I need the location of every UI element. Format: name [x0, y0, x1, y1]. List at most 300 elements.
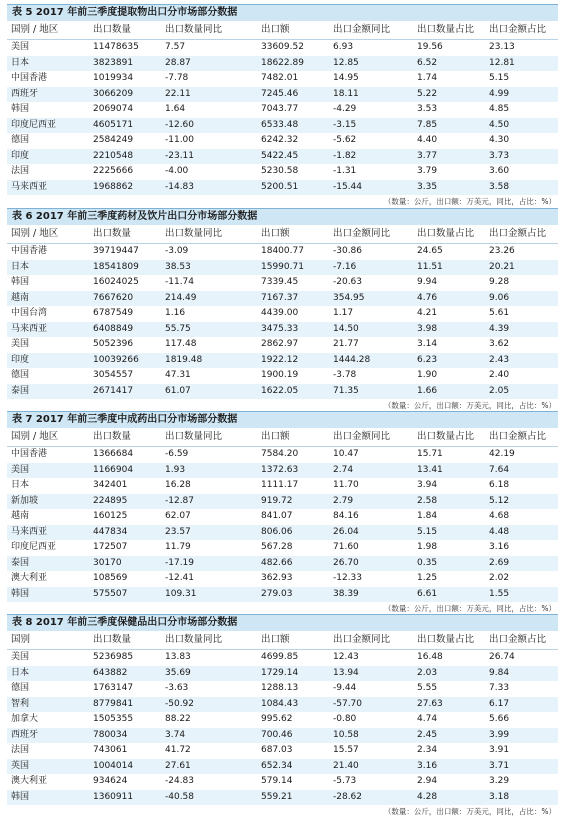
table-row [7, 463, 558, 479]
value-cell: 3066209 [93, 88, 134, 99]
value-cell: 6.18 [489, 480, 510, 490]
value-cell: 9.84 [489, 667, 510, 678]
value-cell: 687.03 [261, 745, 293, 755]
value-cell: 7584.20 [261, 449, 299, 459]
value-cell: 7.33 [489, 683, 510, 693]
value-cell: 27.63 [417, 698, 443, 709]
value-cell: 3.98 [417, 323, 438, 334]
region-cell: 美国 [11, 464, 30, 475]
value-cell: -57.70 [333, 698, 363, 709]
value-cell: 3.14 [417, 339, 438, 349]
value-cell: 1.16 [165, 308, 186, 318]
value-cell: 224895 [93, 495, 128, 506]
value-cell: 643882 [93, 667, 128, 678]
value-cell: 3.29 [489, 776, 510, 786]
column-header: 出口数量 [93, 634, 132, 645]
region-cell: 中国香港 [11, 246, 48, 256]
region-cell: 日本 [11, 667, 30, 678]
value-cell: 5.66 [489, 714, 510, 724]
value-cell: 1372.63 [261, 464, 299, 475]
value-cell: 26.04 [333, 526, 359, 537]
table-title: 表 5 2017 年前三季度提取物出口分市场部分数据 [7, 4, 558, 21]
value-cell: 4.40 [417, 135, 438, 145]
column-header: 出口数量同比 [165, 228, 223, 239]
value-cell: 3.73 [489, 150, 510, 161]
value-cell: 5.61 [489, 308, 510, 318]
region-cell: 韩国 [11, 588, 30, 599]
value-cell: 4.99 [489, 88, 510, 99]
units-note: （数量：公斤，出口额：万美元，同比，占比：%） [383, 401, 556, 410]
region-cell: 美国 [11, 339, 30, 349]
value-cell: 3.16 [417, 760, 438, 771]
value-cell: -3.09 [165, 246, 189, 256]
table-row [7, 337, 558, 353]
value-cell: 2069074 [93, 104, 134, 114]
value-cell: 567.28 [261, 542, 293, 552]
value-cell: -11.00 [165, 135, 195, 145]
value-cell: 3.71 [489, 760, 510, 771]
value-cell: 15.71 [417, 449, 443, 459]
value-cell: 12.81 [489, 57, 515, 68]
value-cell: 3823891 [93, 57, 134, 68]
value-cell: 1019934 [93, 73, 134, 83]
value-cell: 4.50 [489, 119, 510, 130]
column-header: 出口金额占比 [489, 228, 547, 239]
table-row [7, 275, 558, 291]
value-cell: 1166904 [93, 464, 134, 475]
value-cell: -9.44 [333, 683, 357, 693]
value-cell: 12.43 [333, 652, 359, 662]
region-cell: 中国香港 [11, 73, 48, 83]
value-cell: -12.33 [333, 573, 363, 583]
value-cell: 9.28 [489, 277, 510, 287]
value-cell: -15.44 [333, 181, 363, 192]
region-cell: 加拿大 [11, 714, 39, 724]
value-cell: -24.83 [165, 776, 195, 786]
region-cell: 美国 [11, 42, 30, 52]
value-cell: -4.29 [333, 104, 357, 114]
value-cell: 700.46 [261, 729, 293, 740]
value-cell: 1.17 [333, 308, 354, 318]
value-cell: 447834 [93, 526, 128, 537]
value-cell: 4.76 [417, 292, 438, 303]
region-cell: 法国 [11, 166, 30, 176]
table-title: 表 8 2017 年前三季度保健品出口分市场部分数据 [7, 614, 558, 631]
value-cell: 1.90 [417, 370, 438, 380]
value-cell: 10039266 [93, 354, 139, 365]
value-cell: 354.95 [333, 292, 365, 303]
value-cell: 780034 [93, 729, 128, 740]
value-cell: -17.19 [165, 557, 195, 568]
table-header-row [7, 631, 558, 650]
table-title: 表 7 2017 年前三季度中成药出口分市场部分数据 [7, 411, 558, 428]
value-cell: 2584249 [93, 135, 134, 145]
value-cell: 108569 [93, 573, 128, 583]
value-cell: 3.62 [489, 339, 510, 349]
value-cell: 7339.45 [261, 277, 299, 287]
value-cell: 1622.05 [261, 385, 299, 396]
value-cell: 6.52 [417, 57, 438, 68]
table-row [7, 384, 558, 400]
table-header-row [7, 428, 558, 447]
value-cell: 575507 [93, 588, 128, 599]
value-cell: -1.82 [333, 150, 357, 161]
value-cell: 109.31 [165, 588, 197, 599]
value-cell: 20.21 [489, 261, 515, 272]
column-header: 出口额 [261, 24, 290, 35]
value-cell: -12.60 [165, 119, 195, 130]
value-cell: 2.94 [417, 776, 438, 786]
value-cell: 2.05 [489, 385, 510, 396]
value-cell: 559.21 [261, 791, 293, 802]
value-cell: -12.87 [165, 495, 195, 506]
value-cell: 2.45 [417, 729, 438, 740]
value-cell: 21.40 [333, 760, 359, 771]
value-cell: 362.93 [261, 573, 293, 583]
table-body [7, 447, 558, 602]
value-cell: 1004014 [93, 760, 134, 771]
value-cell: 7482.01 [261, 73, 299, 83]
table-8-health-products [7, 614, 558, 818]
value-cell: -7.16 [333, 261, 357, 272]
value-cell: 23.57 [165, 526, 191, 537]
region-cell: 澳大利亚 [11, 776, 48, 786]
region-cell: 日本 [11, 57, 30, 68]
table-row [7, 180, 558, 196]
value-cell: 3.91 [489, 745, 510, 755]
table-title: 表 6 2017 年前三季度药材及饮片出口分市场部分数据 [7, 208, 558, 225]
value-cell: 3054557 [93, 370, 134, 380]
value-cell: 38.39 [333, 588, 359, 599]
value-cell: 652.34 [261, 760, 293, 771]
value-cell: 1819.48 [165, 354, 203, 365]
value-cell: 1.93 [165, 464, 186, 475]
column-header: 出口金额同比 [333, 24, 391, 35]
value-cell: 1763147 [93, 683, 134, 693]
table-row [7, 102, 558, 118]
table-row [7, 133, 558, 149]
column-header: 国别 / 地区 [11, 228, 59, 239]
region-cell: 西班牙 [11, 88, 39, 99]
value-cell: 84.16 [333, 511, 359, 521]
value-cell: 1444.28 [333, 354, 371, 365]
value-cell: 279.03 [261, 588, 293, 599]
value-cell: 3.74 [165, 729, 186, 740]
table-row [7, 478, 558, 494]
column-header: 出口额 [261, 228, 290, 239]
value-cell: 3.35 [417, 181, 438, 192]
region-cell: 英国 [11, 760, 30, 771]
column-header: 出口额 [261, 431, 290, 442]
value-cell: 482.66 [261, 557, 293, 568]
table-header-row [7, 225, 558, 244]
value-cell: 172507 [93, 542, 128, 552]
value-cell: 38.53 [165, 261, 191, 272]
value-cell: 9.06 [489, 292, 510, 303]
region-cell: 韩国 [11, 277, 30, 287]
value-cell: 5236985 [93, 652, 134, 662]
value-cell: 2.43 [489, 354, 510, 365]
table-row [7, 571, 558, 587]
value-cell: -40.58 [165, 791, 195, 802]
column-header: 出口数量占比 [417, 431, 475, 442]
value-cell: 579.14 [261, 776, 293, 786]
region-cell: 韩国 [11, 104, 30, 114]
table-row [7, 681, 558, 697]
value-cell: 7.57 [165, 42, 186, 52]
value-cell: 5.15 [489, 73, 510, 83]
table-row [7, 306, 558, 322]
value-cell: 3.53 [417, 104, 438, 114]
units-note: （数量：公斤，出口额：万美元，同比，占比：%） [383, 807, 556, 816]
value-cell: 5052396 [93, 339, 134, 349]
column-header: 出口数量 [93, 24, 132, 35]
region-cell: 印度尼西亚 [11, 542, 57, 552]
value-cell: 3.94 [417, 480, 438, 490]
value-cell: 33609.52 [261, 42, 304, 52]
value-cell: -3.15 [333, 119, 357, 130]
value-cell: 26.70 [333, 557, 359, 568]
value-cell: 1366684 [93, 449, 134, 459]
value-cell: 1111.17 [261, 480, 299, 490]
value-cell: 14.50 [333, 323, 359, 334]
region-cell: 德国 [11, 370, 30, 380]
value-cell: 160125 [93, 511, 128, 521]
table-body [7, 650, 558, 805]
value-cell: 19.56 [417, 42, 443, 52]
value-cell: 3.77 [417, 150, 438, 161]
value-cell: 16.48 [417, 652, 443, 662]
region-cell: 印度尼西亚 [11, 119, 57, 130]
region-cell: 韩国 [11, 791, 30, 802]
value-cell: 4.28 [417, 791, 438, 802]
region-cell: 澳大利亚 [11, 573, 48, 583]
value-cell: 2.03 [417, 667, 438, 678]
value-cell: 934624 [93, 776, 128, 786]
value-cell: 6242.32 [261, 135, 299, 145]
region-cell: 新加坡 [11, 495, 39, 506]
region-cell: 越南 [11, 511, 30, 521]
value-cell: 3.58 [489, 181, 510, 192]
table-row [7, 40, 558, 56]
value-cell: -4.00 [165, 166, 189, 176]
value-cell: 71.60 [333, 542, 359, 552]
units-note: （数量：公斤，出口额：万美元，同比，占比：%） [383, 197, 556, 206]
value-cell: -14.83 [165, 181, 195, 192]
value-cell: 10.47 [333, 449, 359, 459]
region-cell: 德国 [11, 135, 30, 145]
value-cell: 13.94 [333, 667, 359, 678]
column-header: 国别 / 地区 [11, 431, 59, 442]
value-cell: 6533.48 [261, 119, 299, 130]
column-header: 出口金额占比 [489, 431, 547, 442]
value-cell: 18400.77 [261, 246, 304, 256]
value-cell: -0.80 [333, 714, 357, 724]
region-cell: 西班牙 [11, 729, 39, 740]
value-cell: 35.69 [165, 667, 191, 678]
value-cell: 2.40 [489, 370, 510, 380]
value-cell: 2.79 [333, 495, 354, 506]
column-header: 出口数量同比 [165, 634, 223, 645]
column-header: 国别 [11, 634, 31, 645]
value-cell: 2671417 [93, 385, 134, 396]
value-cell: 5.22 [417, 88, 438, 99]
column-header: 出口金额占比 [489, 634, 547, 645]
table-row [7, 759, 558, 775]
value-cell: 3.60 [489, 166, 510, 176]
value-cell: 2210548 [93, 150, 134, 161]
value-cell: 16.28 [165, 480, 191, 490]
value-cell: 1288.13 [261, 683, 299, 693]
units-note: （数量：公斤，出口额：万美元，同比，占比：%） [383, 604, 556, 613]
value-cell: 1.74 [417, 73, 438, 83]
region-cell: 印度 [11, 150, 30, 161]
value-cell: 30170 [93, 557, 122, 568]
region-cell: 马来西亚 [11, 181, 48, 192]
value-cell: 27.61 [165, 760, 191, 771]
table-row [7, 743, 558, 759]
value-cell: 3475.33 [261, 323, 299, 334]
value-cell: -7.78 [165, 73, 189, 83]
region-cell: 马来西亚 [11, 323, 48, 334]
value-cell: 1.55 [489, 588, 510, 599]
table-body [7, 244, 558, 399]
region-cell: 泰国 [11, 557, 30, 568]
table-row [7, 774, 558, 790]
value-cell: 4.21 [417, 308, 438, 318]
value-cell: 47.31 [165, 370, 191, 380]
value-cell: 342401 [93, 480, 128, 490]
value-cell: 117.48 [165, 339, 197, 349]
region-cell: 美国 [11, 652, 30, 662]
table-row [7, 244, 558, 260]
region-cell: 越南 [11, 292, 30, 303]
table-row [7, 509, 558, 525]
value-cell: 71.35 [333, 385, 359, 396]
region-cell: 日本 [11, 261, 30, 272]
value-cell: 7245.46 [261, 88, 299, 99]
value-cell: 1360911 [93, 791, 134, 802]
value-cell: 1922.12 [261, 354, 299, 365]
value-cell: 11.51 [417, 261, 443, 272]
value-cell: 42.19 [489, 449, 515, 459]
value-cell: 4.85 [489, 104, 510, 114]
column-header: 出口数量占比 [417, 24, 475, 35]
value-cell: 28.87 [165, 57, 191, 68]
table-body [7, 40, 558, 195]
value-cell: 41.72 [165, 745, 191, 755]
value-cell: 919.72 [261, 495, 293, 506]
value-cell: 7.64 [489, 464, 510, 475]
value-cell: 61.07 [165, 385, 191, 396]
table-row [7, 712, 558, 728]
region-cell: 智利 [11, 698, 30, 709]
column-header: 出口金额同比 [333, 228, 391, 239]
value-cell: 2225666 [93, 166, 134, 176]
value-cell: 2.58 [417, 495, 438, 506]
value-cell: 6.23 [417, 354, 438, 365]
value-cell: 4605171 [93, 119, 134, 130]
table-row [7, 494, 558, 510]
value-cell: 11478635 [93, 42, 139, 52]
column-header: 出口数量 [93, 431, 132, 442]
value-cell: 2.74 [333, 464, 354, 475]
table-row [7, 540, 558, 556]
table-row [7, 650, 558, 666]
value-cell: 1.84 [417, 511, 438, 521]
table-row [7, 149, 558, 165]
value-cell: -5.62 [333, 135, 357, 145]
value-cell: 6.61 [417, 588, 438, 599]
region-cell: 日本 [11, 480, 30, 490]
value-cell: 18.11 [333, 88, 359, 99]
value-cell: 4.39 [489, 323, 510, 334]
value-cell: 10.58 [333, 729, 359, 740]
value-cell: 2.69 [489, 557, 510, 568]
region-cell: 中国台湾 [11, 308, 48, 318]
value-cell: 15990.71 [261, 261, 304, 272]
value-cell: 5.55 [417, 683, 438, 693]
table-row [7, 71, 558, 87]
value-cell: 18541809 [93, 261, 139, 272]
value-cell: 18622.89 [261, 57, 304, 68]
value-cell: 26.74 [489, 652, 515, 662]
value-cell: 12.85 [333, 57, 359, 68]
table-row [7, 525, 558, 541]
value-cell: 1.98 [417, 542, 438, 552]
value-cell: -11.74 [165, 277, 195, 287]
column-header: 出口数量占比 [417, 634, 475, 645]
value-cell: 4.30 [489, 135, 510, 145]
region-cell: 中国香港 [11, 449, 48, 459]
value-cell: 4.68 [489, 511, 510, 521]
value-cell: 7043.77 [261, 104, 299, 114]
table-row [7, 368, 558, 384]
value-cell: 743061 [93, 745, 128, 755]
value-cell: 13.83 [165, 652, 191, 662]
column-header: 国别 / 地区 [11, 24, 59, 35]
value-cell: 4.74 [417, 714, 438, 724]
value-cell: 1505355 [93, 714, 134, 724]
region-cell: 印度 [11, 354, 30, 365]
table-5-extracts [7, 4, 558, 208]
value-cell: 16024025 [93, 277, 139, 287]
table-row [7, 728, 558, 744]
value-cell: -6.59 [165, 449, 189, 459]
table-7-patent-medicine [7, 411, 558, 615]
value-cell: 995.62 [261, 714, 293, 724]
value-cell: -12.41 [165, 573, 195, 583]
value-cell: 2862.97 [261, 339, 299, 349]
value-cell: -20.63 [333, 277, 363, 287]
region-cell: 德国 [11, 683, 30, 693]
value-cell: -3.63 [165, 683, 189, 693]
region-cell: 法国 [11, 745, 30, 755]
region-cell: 泰国 [11, 385, 30, 396]
table-row [7, 556, 558, 572]
value-cell: 7667620 [93, 292, 134, 303]
value-cell: 15.57 [333, 745, 359, 755]
value-cell: 6.17 [489, 698, 510, 709]
value-cell: 55.75 [165, 323, 191, 334]
value-cell: 24.65 [417, 246, 443, 256]
value-cell: 1900.19 [261, 370, 299, 380]
value-cell: 1.64 [165, 104, 186, 114]
value-cell: 6787549 [93, 308, 134, 318]
table-row [7, 697, 558, 713]
value-cell: 88.22 [165, 714, 191, 724]
value-cell: 4.48 [489, 526, 510, 537]
